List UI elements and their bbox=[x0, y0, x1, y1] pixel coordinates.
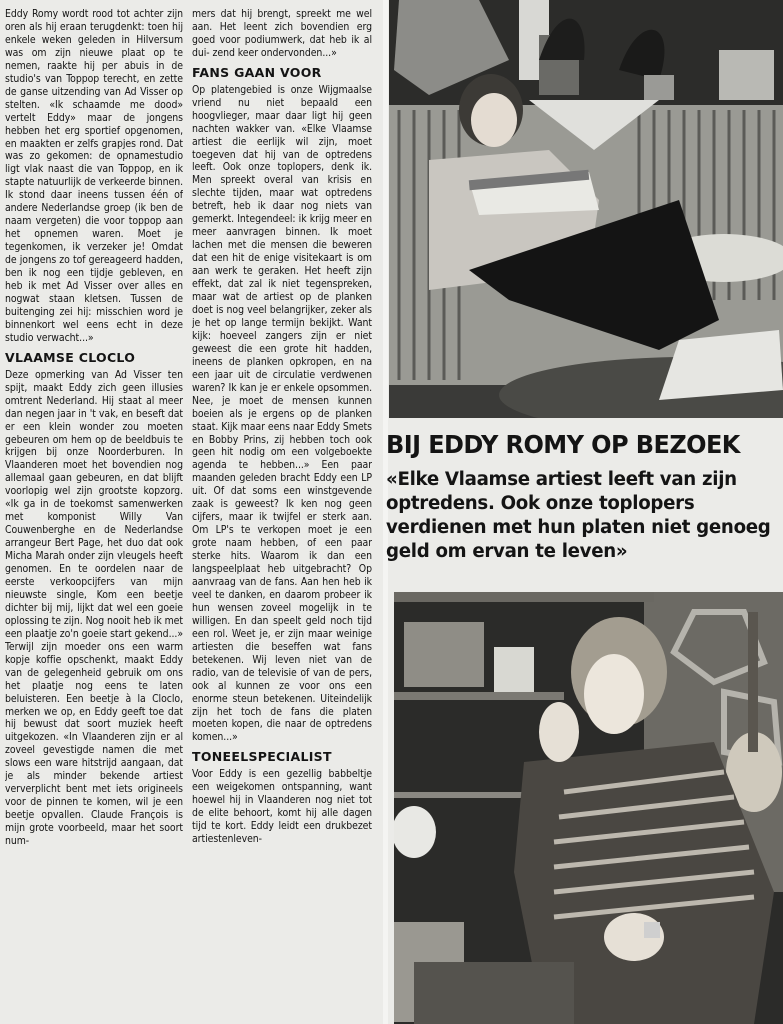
photo-sofa bbox=[389, 0, 783, 418]
continued-paragraph: mers dat hij brengt, spreekt me wel aan. Het leent zich bovendien erg goed voor podiumwerk, dat heb ik al dui- zend keer ondervonden...» bbox=[192, 8, 372, 59]
section-heading-fans-gaan-voor: FANS GAAN VOOR bbox=[192, 64, 322, 80]
photo-telephone bbox=[394, 592, 783, 1024]
article-subtitle: «Elke Vlaamse artiest leeft van zijn optredens. Ook onze toplopers verdienen met hun platen niet genoeg geld om ervan te leven» bbox=[386, 469, 771, 562]
section-heading-toneelspecialist: TONEELSPECIALIST bbox=[192, 749, 332, 765]
body-paragraph: Op platengebied is onze Wijgmaalse vriend nu niet bepaald een hoogvlieger, maar daar ligt hij geen nachten wakker van. «Elke Vlaamse artiest die eerlijk wil zijn, moet toegeven dat hij van de optredens leeft. Ook onze toplopers, denk ik. Men spreekt overal van krisis en slechte tijden, maar wat optredens betreft, heb ik daar nog niets van gemerkt. Integendeel: ik krijg meer en meer aanvragen binnen. Ik moet lachen met die mensen die beweren dat een hit de enige visitekaart is om aan werk te geraken. Het heeft zijn effekt, dat zal ik niet tegenspreken, maar wat de artiest op de planken doet is nog veel belangrijker, zeker als je het op lange termijn bekijkt. Want kijk: hoeveel zangers zijn er niet geweest die een grote hit hadden, ineens de planken opkropen, en na een jaar uit de circulatie verdwenen waren? Ik kan je er enkele opsommen. Nee, je moet de mensen kunnen boeien als je ergens op de planken staat. Kijk maar eens naar Eddy Smets en Bobby Prins, zij hebben toch ook geen hit nodig om een volgeboekte agenda te hebben...» Een paar maanden geleden bracht Eddy een LP uit. Of dat soms een winstgevende zaak is geweest? Ik ken nog geen cijfers, maar ik twijfel er sterk aan. Om LP's te verkopen moet je een grote naam hebben, of een paar sterke hits. Waarom ik dan een langspeelplaat heb uitgebracht? Op aanvraag van de fans. Aan hen heb ik veel te danken, en daarom probeer ik hun wensen zoveel mogelijk in te willigen. En dan speelt geld noch tijd een rol. Weet je, er zijn maar weinige artiesten die beseffen wat fans betekenen. Wij leven niet van de radio, van de televisie of van de pers, ook al kunnen ze voor ons een enorme steun betekenen. Uiteindelijk zijn het toch de fans die platen moeten kopen, die naar de optredens komen...» bbox=[192, 83, 372, 744]
article-column-2 bbox=[192, 8, 372, 1024]
body-paragraph: Voor Eddy is een gezellig babbeltje een weigekomen ontspanning, want hoewel hij in Vlaanderen nog niet tot de elite behoort, komt hij alle dagen tijd te kort. Eddy leidt een drukbezet artiestenleven- bbox=[192, 768, 372, 846]
photo-telephone-image bbox=[394, 592, 783, 1024]
body-paragraph: Deze opmerking van Ad Visser ten spijt, maakt Eddy zich geen illusies omtrent Nederland. Hij staat al meer dan negen jaar in 't vak, en beseft dat er een klein wonder zou moeten gebeuren om hem op de beeldbuis te krijgen bij onze Noorderburen. In Vlaanderen moet het bovendien nog allemaal gaan gebeuren, en dat blijft voorlopig wel zijn grootste kopzorg. «Ik ga in de toekomst samenwerken met komponist Willy Van Couwenberghe en de Nederlandse arrangeur Bert Page, het duo dat ook Micha Marah onder zijn vleugels heeft genomen. En te oordelen naar de eerste verkoopcijfers van mijn nieuwste single, Kom een beetje dichter bij mij, lijkt dat wel een goeie oplossing te zijn. Nog nooit heb ik met een plaatje zo'n goeie start gekend...» Terwijl zijn moeder ons een warm kopje koffie opschenkt, maakt Eddy van de gelegenheid gebruik om ons het plaatje nog eens te laten beluisteren. Een beetje à la Cloclo, merken we op, en Eddy geeft toe dat hij bewust dat soort muziek heeft uitgekozen. «In Vlaanderen zijn er al zoveel gevestigde namen die met slows een ware hitstrijd aangaan, dat je als minder bekende artiest ververplicht bent met iets origineels voor de pinnen te komen, wil je een beetje opvallen. Claude François is mijn grote voorbeeld, maar het soort num- bbox=[5, 368, 183, 848]
article-column-1 bbox=[5, 8, 183, 1024]
intro-paragraph: Eddy Romy wordt rood tot achter zijn oren als hij eraan terugdenkt: toen hij enkele weken geleden in Hilversum was om zijn nieuwe plaat op te nemen, raakte hij per abuis in de studio's van Toppop terecht, en zette de ganse uitzending van Ad Visser op stelten. «Ik schaamde me dood» vertelt Eddy» maar de jongens hebben het erg sportief opgenomen, en maakten er zelfs grapjes rond. Dat was zo gekomen: de opnamestudio ligt vlak naast die van Toppop, en ik stapte natuurlijk de verkeerde binnen. Ik stond daar ineens tussen één of andere Nederlandse groep (ik ben de naam vergeten) die voor toppop aan het opnemen waren. Moet je tegenkomen, ik verzeker je! Omdat de jongens zo tof gereageerd hadden, ben ik nog een tijdje gebleven, en heb ik met Ad Visser over alles en nogwat staan kletsen. Tussen de buitenging zei hij: misschien word je binnenkort wel eens echt in deze studio verwacht...» bbox=[5, 8, 183, 344]
article-title: BIJ EDDY ROMY OP BEZOEK bbox=[386, 430, 740, 459]
section-heading-vlaamse-cloclo: VLAAMSE CLOCLO bbox=[5, 349, 136, 365]
photo-sofa-image bbox=[389, 0, 783, 418]
